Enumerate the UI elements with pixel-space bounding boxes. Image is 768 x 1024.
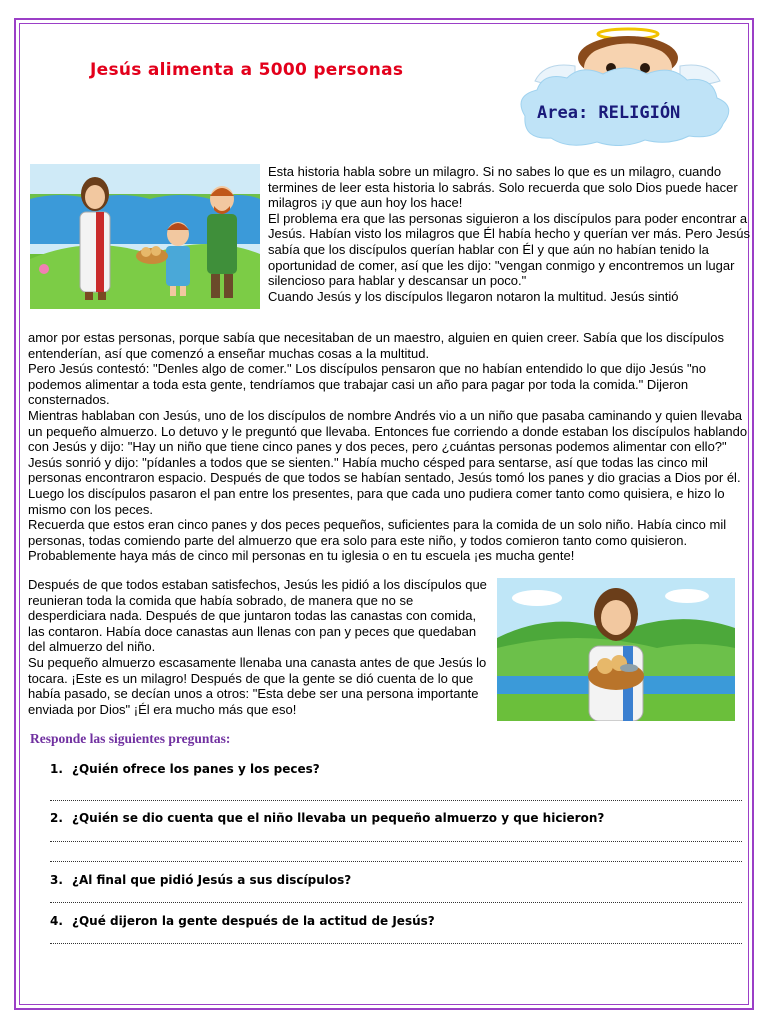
story-intro: [268, 164, 750, 304]
question-4: 4. ¿Qué dijeron la gente después de la actitud de Jesús?: [50, 914, 435, 928]
area-label: Area: RELIGIÓN: [537, 103, 681, 123]
page-title: Jesús alimenta a 5000 personas: [90, 60, 404, 80]
story-paragraph: Después de que todos estaban satisfechos, Jesús les pidió a los discípulos que reunieran toda la comida que había sobrado, de manera que no se desperdiciara nada. Después de que juntaron todas las canastas con comida, las contaron. Había doce canastas aun llenas con pan y peces que quedaban del almuerzo del niño.: [28, 577, 487, 655]
question-2: 2. ¿Quién se dio cuenta que el niño llevaba un pequeño almuerzo y que hicieron?: [50, 811, 605, 825]
story-paragraph: El problema era que las personas siguieron a los discípulos para poder encontrar a Jesús. Habían visto los milagros que Él había hecho y querían ver más. Pero Jesús sabía que los discípulos querían hablar con Él y que aún no habían tenido la oportunidad de comer, así que les dijo: "vengan conmigo y encontremos un lugar silencioso para hablar y descansar un poco.": [268, 210, 750, 289]
story-ending: [28, 577, 490, 717]
question-3: 3. ¿Al final que pidió Jesús a sus discípulos?: [50, 873, 352, 887]
answer-line[interactable]: [50, 943, 742, 945]
story-paragraph: Recuerda que estos eran cinco panes y dos peces pequeños, suficientes para la comida de un solo niño. Había cinco mil personas, todas comiendo parte del almuerzo que era solo para este niño, y todos comieron tanto como quisieron. Probablemente haya más de cinco mil personas en tu iglesia o en tu escuela ¡es mucha gente!: [28, 517, 727, 564]
answer-line[interactable]: [50, 902, 742, 904]
story-paragraph: Jesús sonrió y dijo: "pídanles a todos que se sienten." Había mucho césped para sentarse, así que todas las cinco mil personas encontraron espacio. Después de que todos se habían sentado, Jesús tomó los panes y dio gracias a Dios por él. Luego los discípulos pasaron el pan entre los presentes, para que cada uno pudiera comer tanto como quisiera, e hizo lo mismo con los peces.: [28, 454, 741, 517]
story-paragraph: Mientras hablaban con Jesús, uno de los discípulos de nombre Andrés vio a un niño que pasaba caminando y quien llevaba un pequeño almuerzo. Lo detuvo y le preguntó que llevaba. Entonces fue corriendo a donde estaban los discípulos hablando con Jesús y dijo: "Hay un niño que tiene cinco panes y dos peces, pero ¿cuántas personas podemos alimentar con ello?": [28, 407, 748, 455]
questions-heading: Responde las siguientes preguntas:: [30, 731, 231, 746]
illustration-jesus-boy-disciple: [30, 164, 260, 309]
angel-cloud-badge: [505, 26, 751, 146]
story-body: [28, 330, 750, 564]
answer-line[interactable]: [50, 841, 742, 843]
question-1: 1. ¿Quién ofrece los panes y los peces?: [50, 762, 320, 776]
story-paragraph: amor por estas personas, porque sabía que necesitaban de un maestro, alguien en quien creer. Sabía que los discípulos entenderían, así que comenzó a enseñar muchas cosas a la multitud.: [28, 330, 724, 361]
answer-line[interactable]: [50, 800, 742, 802]
answer-line[interactable]: [50, 861, 742, 863]
story-paragraph: Cuando Jesús y los discípulos llegaron notaron la multitud. Jesús sintió: [268, 288, 679, 304]
illustration-jesus-basket: [497, 578, 735, 721]
story-paragraph: Esta historia habla sobre un milagro. Si no sabes lo que es un milagro, cuando termines de leer esta historia lo sabrás. Solo recuerda que solo Dios puede hacer milagros ¡y que aun hoy los hace!: [268, 164, 738, 211]
story-paragraph: Pero Jesús contestó: "Denles algo de comer." Los discípulos pensaron que no habían entendido lo que dijo Jesús "no podemos alimentar a toda esta gente, tendríamos que trabajar casi un año para pagar por toda la comida." Dijeron consternados.: [28, 361, 707, 408]
story-paragraph: Su pequeño almuerzo escasamente llenaba una canasta antes de que Jesús lo tocara. ¡Este es un milagro! Después de que la gente se dió cuenta de lo que había pasado, se decían unos a otros: "Esta debe ser una persona importante enviada por Dios" ¡Él era mucho más que eso!: [28, 654, 487, 717]
